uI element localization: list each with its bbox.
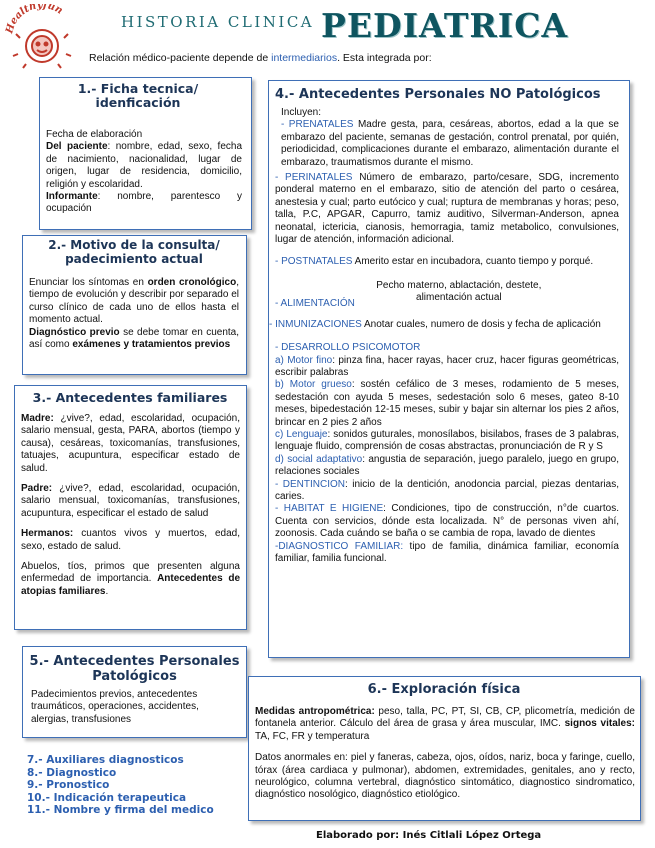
postnatales-details: Amerito estar en incubadora, cuanto tiempo y porqué. xyxy=(352,256,594,268)
padre-details: ¿vive?, edad, escolaridad, ocupación, salario mensual, toxicomanías, transfusiones, acupuntura, especificar el estado de salud xyxy=(21,483,240,519)
hermanos-text xyxy=(21,528,240,553)
prenatales-text xyxy=(275,119,619,169)
section-1-title: 1.- Ficha tecnica/ idenficación xyxy=(77,81,199,111)
alimentacion-details: Pecho materno, ablactación, destete, alimentación actual xyxy=(376,279,542,304)
extra-item: 9.- Pronostico xyxy=(27,779,110,792)
social-adaptativo-details: : angustia de separación, juego paralelo, juego en grupo, relaciones sociales xyxy=(275,453,619,478)
perinatales-text xyxy=(275,172,619,246)
informante-details: : nombre, parentesco y ocupación xyxy=(46,191,242,215)
incluyen-label: Incluyen: xyxy=(281,107,322,118)
habitat-label: - HABITAT E HIGIENE xyxy=(275,503,384,515)
datos-anormales-text: Datos anormales en: piel y faneras, cabeza, ojos, oídos, nariz, boca y faringe, cuello, tórax (área cardiaca y pulmonar), abdomen, extremidades, genitales, ano y recto, neurológico, columna vertebral, diagnóstico sintomático, diagnostico sindromatico, diagnóstico nosológico, diagnóstico etiológico. xyxy=(255,752,635,801)
informante-text xyxy=(46,191,242,216)
postnatales-text xyxy=(275,256,619,268)
section-5-body: Padecimientos previos, antecedentes traumáticos, operaciones, accidentes, alergias, transfusiones xyxy=(31,689,199,725)
atopias-familiares: Antecedentes de atopias familiares xyxy=(21,573,241,597)
section-antecedentes-patologicos xyxy=(22,646,247,738)
habitat-text xyxy=(275,503,619,540)
paciente-label: Del paciente xyxy=(46,141,108,153)
dentincion-details: : inicio de la dentición, anodoncia parcial, piezas dentarias, caries. xyxy=(275,478,619,502)
hermanos-details: cuantos vivos y muertos, edad, sexo, estado de salud. xyxy=(21,528,240,552)
medidas-label: Medidas antropométrica: xyxy=(255,706,375,717)
logo-graphic xyxy=(4,4,80,70)
sintomas-prefix: Enunciar los síntomas en xyxy=(29,277,148,288)
extra-items-list xyxy=(27,754,214,817)
prenatales-label: - PRENATALES xyxy=(281,119,354,131)
lenguaje-text xyxy=(275,429,619,454)
madre-label: Madre: xyxy=(21,413,54,424)
brand-logo xyxy=(4,4,80,70)
logo-text: Healthyfun xyxy=(4,4,65,35)
intro-prefix: Relación médico-paciente depende de xyxy=(89,52,272,64)
fecha-elaboracion: Fecha de elaboración xyxy=(46,129,143,140)
lenguaje-details: : sonidos guturales, monosílabos, bisilabos, frases de 3 palabras, lenguaje fluido, comprensión de cosas abstractas, pronunciación de R y S xyxy=(275,428,619,453)
sintomas-suffix: , tiempo de evolución y describir por separado el curso clínico de cada uno de ellos hasta el momento actual. xyxy=(29,277,239,326)
extra-item: 7.- Auxiliares diagnosticos xyxy=(27,754,184,766)
motor-fino-details: : pinza fina, hacer rayas, hacer cruz, hacer figuras geométricas, escribir palabras xyxy=(275,354,620,378)
inmunizaciones-details: Anotar cuales, numero de dosis y fecha de aplicación xyxy=(361,318,601,330)
diagnostico-previo-label: Diagnóstico previo xyxy=(29,326,120,338)
section-antecedentes-familiares xyxy=(14,385,247,630)
signos-vitales-label: signos vitales: xyxy=(564,718,636,730)
medidas-details: peso, talla, PC, PT, SI, CB, CP, plicometría, medición de fontanela anterior. Cálculo del área de grasa y área muscular, IMC. xyxy=(255,706,635,730)
prenatales-details: Madre gesta, para, cesáreas, abortos, edad a la que se embarazo del paciente, semanas de gestación, control prenatal, por quién, periodicidad, complicaciones durante el embarazo, alimentación durante el embarazo, traumatismos durante el mismo. xyxy=(281,119,619,168)
perinatales-label: - PERINATALES xyxy=(275,172,353,184)
informante-label: Informante xyxy=(46,191,98,203)
social-adaptativo-text xyxy=(275,454,619,479)
extra-item: 11.- Nombre y firma del medico xyxy=(27,804,214,817)
section-4-body xyxy=(269,107,620,565)
signos-vitales-details: TA, FC, FR y temperatura xyxy=(255,730,370,742)
section-6-title: 6.- Exploración física xyxy=(367,682,521,697)
section-antecedentes-no-patologicos xyxy=(268,80,630,658)
paciente-text xyxy=(46,141,242,191)
motor-grueso-label: b) Motor grueso xyxy=(275,379,352,391)
orden-cronologico: orden cronológico xyxy=(147,277,237,288)
section-2-title: 2.- Motivo de la consulta/ padecimiento actual xyxy=(48,238,220,266)
dentincion-label: - DENTINCION xyxy=(275,478,345,490)
alimentacion-label: - ALIMENTACIÓN xyxy=(275,298,355,310)
inmunizaciones-text xyxy=(269,319,619,331)
postnatales-label: - POSTNATALES xyxy=(275,256,353,268)
dentincion-text xyxy=(275,479,619,504)
paciente-details: : nombre, edad, sexo, fecha de nacimiento, nacionalidad, lugar de origen, lugar de residencia, domicilio, religión y escolaridad. xyxy=(46,141,242,190)
inmunizaciones-label: - INMUNIZACIONES xyxy=(269,318,362,330)
diagnostico-familiar-label: -DIAGNOSTICO FAMILIAR: xyxy=(275,540,404,552)
alimentacion-row xyxy=(275,280,619,311)
section-exploracion-fisica xyxy=(248,676,641,821)
examenes-tratamientos: exámenes y tratamientos previos xyxy=(72,339,231,351)
madre-details: ¿vive?, edad, escolaridad, ocupación, salario mensual, gesta, PARA, abortos (tiempo y causa), cesáreas, toxicomanías, transfusiones, tatuajes, acupuntura, especificar estado de salud. xyxy=(21,413,240,474)
extra-item: 10.- Indicación terapeutica xyxy=(27,791,187,804)
abuelos-end: . xyxy=(105,585,109,597)
footer-author: Elaborado por: Inés Citlali López Ortega xyxy=(316,830,542,841)
diagnostico-previo-details: se debe tomar en cuenta, así como xyxy=(29,326,240,351)
intro-highlight: intermediarios xyxy=(271,52,338,64)
header-title: PEDIATRICA xyxy=(321,6,569,45)
intro-text xyxy=(89,52,432,64)
sintomas-text xyxy=(29,277,239,327)
habitat-details: : Condiciones, tipo de construcción, n°de cuartos. Cuenta con servicios, dónde esta localizada. N° de personas viven ahí, zoonosis. Cada cuándo se baña o se cambia de ropa, lavado de dientes xyxy=(275,503,620,540)
madre-text xyxy=(21,413,240,475)
perinatales-details: Número de embarazo, parto/cesare, SDG, incremento ponderal materno en el embarazo, sitio de atención del parto o cesárea, anestesia y cual; parto eutócico y cual; ruptura de membranas y horas; peso, talla, P.C, APGAR, Capurro, tamiz auditivo, Silverman-Anderson, apnea neonatal, ictericia, cianosis, hemorragia, tamiz metabolico, convulsiones, lugar de atención, información adicional. xyxy=(275,172,619,246)
section-5-title: 5.- Antecedentes Personales Patológicos xyxy=(29,654,240,684)
section-4-title: 4.- Antecedentes Personales NO Patológicos xyxy=(275,87,601,102)
abuelos-details: Abuelos, tíos, primos que presenten alguna enfermedad de importancia. xyxy=(21,561,240,585)
medidas-text xyxy=(255,706,635,743)
abuelos-text xyxy=(21,561,240,598)
section-6-body xyxy=(255,706,635,802)
section-ficha-tecnica xyxy=(39,77,252,230)
hermanos-label: Hermanos: xyxy=(21,528,74,540)
intro-suffix: . Esta integrada por: xyxy=(337,52,432,64)
extra-item: 8.- Diagnostico xyxy=(27,766,117,779)
section-motivo-consulta xyxy=(22,235,247,375)
section-3-body xyxy=(21,413,240,598)
desarrollo-label: - DESARROLLO PSICOMOTOR xyxy=(275,342,421,354)
diagnostico-previo-text xyxy=(29,327,239,352)
padre-label: Padre: xyxy=(21,483,53,495)
motor-fino-label: a) Motor fino xyxy=(275,354,333,366)
header-subtitle: HISTORIA CLINICA xyxy=(121,13,315,31)
diagnostico-familiar-details: tipo de familia, dinámica familiar, economía familiar, familia funcional. xyxy=(275,540,619,564)
motor-fino-text xyxy=(275,355,619,380)
lenguaje-label: c) Lenguaje xyxy=(275,428,328,440)
section-3-title: 3.- Antecedentes familiares xyxy=(32,390,228,405)
section-2-body xyxy=(29,277,239,351)
section-1-body xyxy=(46,129,242,216)
padre-text xyxy=(21,483,240,520)
motor-grueso-text xyxy=(275,379,619,429)
motor-grueso-details: : sostén cefálico de 3 meses, rodamiento de 5 meses, sedestación con ayuda 5 meses, sedestación solo 6 meses, gateo 8-10 meses, bipedestación 12-15 meses, subir y bajar sin alternar los pies 2 años, brincar en 2 pies 2 años xyxy=(275,379,619,428)
diagnostico-familiar-text xyxy=(275,541,619,566)
social-adaptativo-label: d) social adaptativo xyxy=(275,453,363,465)
